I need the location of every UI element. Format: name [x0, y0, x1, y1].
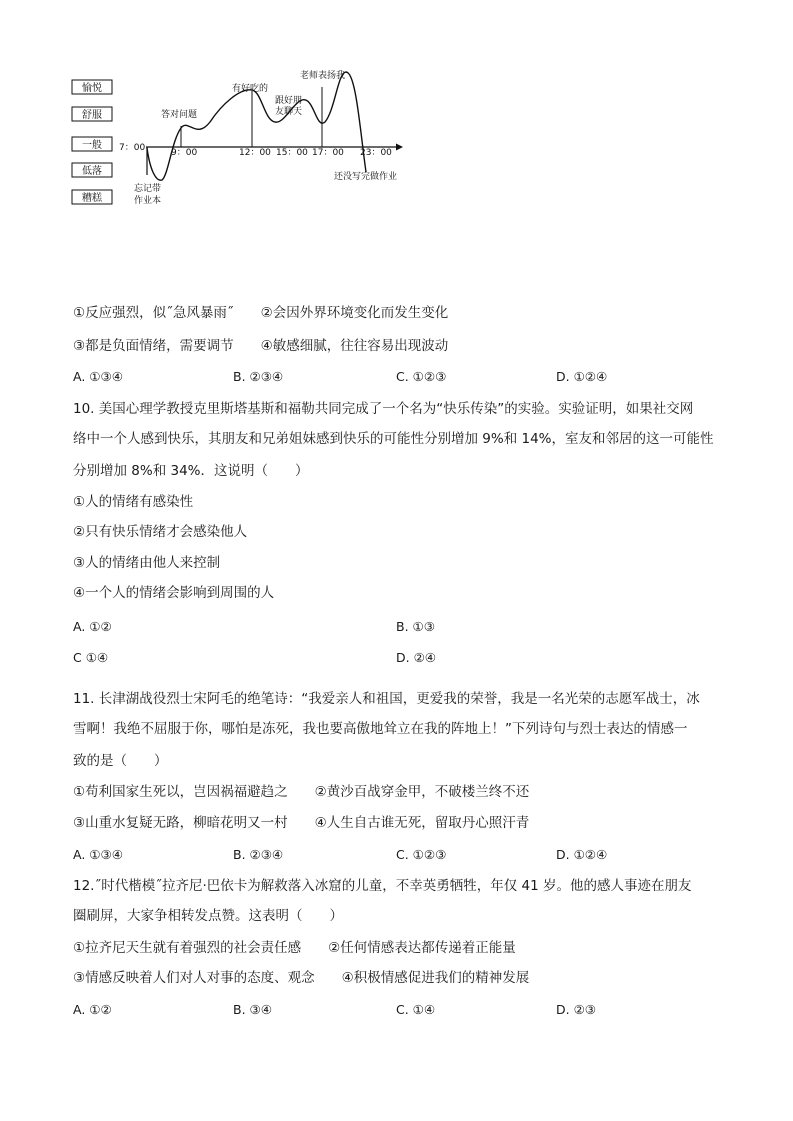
- q10-choice-d: D. ②④: [396, 650, 436, 665]
- mood-level-label: 糟糕: [82, 193, 102, 204]
- time-label: 12：00: [239, 148, 271, 158]
- choice-d: D. ①②④: [556, 369, 608, 384]
- annotation-label: 还没写完做作业: [334, 172, 398, 182]
- q10-stem-1: 10. 美国心理学教授克里斯塔基斯和福勒共同完成了一个名为“快乐传染”的实验。实验证明，如果社交网: [73, 401, 694, 417]
- q10-stem-3: 分别增加 8%和 34%．这说明（ ）: [73, 463, 309, 479]
- option-statements-1: ①反应强烈，似˝急风暴雨˝ ②会因外界环境变化而发生变化: [73, 305, 449, 321]
- choice-b: B. ②③④: [233, 369, 284, 384]
- q12-choice-a: A. ①②: [73, 1002, 112, 1017]
- annotation-label: 老师表扬我: [300, 71, 346, 81]
- annotation-label: 有好吃的: [232, 84, 269, 94]
- annotation-label: 答对问题: [161, 110, 198, 120]
- time-label: 23：00: [360, 148, 392, 158]
- mood-level-label: 低落: [82, 166, 102, 177]
- q11-choice-c: C. ①②③: [396, 847, 447, 862]
- mood-level-label: 舒服: [82, 110, 102, 121]
- q11-choice-b: B. ②③④: [233, 847, 284, 862]
- q11-statement-2: ③山重水复疑无路，柳暗花明又一村 ④人生自古谁无死，留取丹心照汗青: [73, 815, 530, 831]
- q11-choice-d: D. ①②④: [556, 847, 608, 862]
- annotation-label: 友聊天: [275, 107, 303, 117]
- time-label: 15：00: [276, 148, 308, 158]
- annotation-label: 作业本: [134, 196, 162, 206]
- q11-stem-2: 雪啊！我绝不屈服于你，哪怕是冻死，我也要高傲地耸立在我的阵地上！”下列诗句与烈士表达的情感一: [73, 721, 688, 737]
- time-label: 7：00: [119, 143, 146, 153]
- mood-level-label: 愉悦: [82, 83, 102, 94]
- q11-stem-3: 致的是（ ）: [73, 753, 168, 769]
- q10-stem-2: 络中一个人感到快乐，其朋友和兄弟姐妹感到快乐的可能性分别增加 9%和 14%，室友和邻居的这一可能性: [73, 431, 714, 447]
- q10-choice-b: B. ①③: [396, 619, 435, 634]
- axis-arrow: [396, 144, 403, 151]
- option-statements-2: ③都是负面情绪，需要调节 ④敏感细腻，往往容易出现波动: [73, 338, 449, 354]
- choice-c: C. ①②③: [396, 369, 447, 384]
- q10-choice-c: C ①④: [73, 650, 109, 665]
- q10-choice-a: A. ①②: [73, 619, 112, 634]
- q11-choice-a: A. ①③④: [73, 847, 123, 862]
- annotation-label: 忘记带: [134, 184, 162, 194]
- q12-statement-1: ①拉齐尼天生就有着强烈的社会责任感 ②任何情感表达都传递着正能量: [73, 940, 516, 956]
- q10-statement-1: ①人的情绪有感染性: [73, 494, 194, 510]
- q12-statement-2: ③情感反映着人们对人对事的态度、观念 ④积极情感促进我们的精神发展: [73, 970, 530, 986]
- time-label: 17：00: [312, 148, 344, 158]
- q12-choice-b: B. ③④: [233, 1002, 272, 1017]
- q11-stem-1: 11. 长津湖战役烈士宋阿毛的绝笔诗：“我爱亲人和祖国，更爱我的荣誉，我是一名光荣的志愿军战士，冰: [73, 691, 700, 707]
- q10-statement-4: ④一个人的情绪会影响到周围的人: [73, 585, 275, 601]
- q11-statement-1: ①苟利国家生死以，岂因祸福避趋之 ②黄沙百战穿金甲，不破楼兰终不还: [73, 784, 530, 800]
- mood-level-label: 一般: [82, 140, 102, 151]
- time-labels: [119, 143, 392, 158]
- annotation-label: 跟好朋: [275, 96, 303, 106]
- q12-stem-2: 圈刷屏，大家争相转发点赞。这表明（ ）: [73, 908, 343, 924]
- q12-choice-c: C. ①④: [396, 1002, 436, 1017]
- q10-statement-2: ②只有快乐情绪才会感染他人: [73, 524, 248, 540]
- mood-level-boxes: [72, 80, 112, 204]
- mood-chart: [0, 0, 793, 240]
- annotations: [134, 69, 397, 206]
- q12-stem-1: 12.˝时代楷模˝拉齐尼·巴依卡为解救落入冰窟的儿童，不幸英勇牺牲，年仅 41 岁。他的感人事迹在朋友: [73, 878, 692, 894]
- time-label: 9：00: [171, 148, 198, 158]
- q10-statement-3: ③人的情绪由他人来控制: [73, 555, 221, 571]
- choice-a: A. ①③④: [73, 369, 123, 384]
- q12-choice-d: D. ②③: [556, 1002, 596, 1017]
